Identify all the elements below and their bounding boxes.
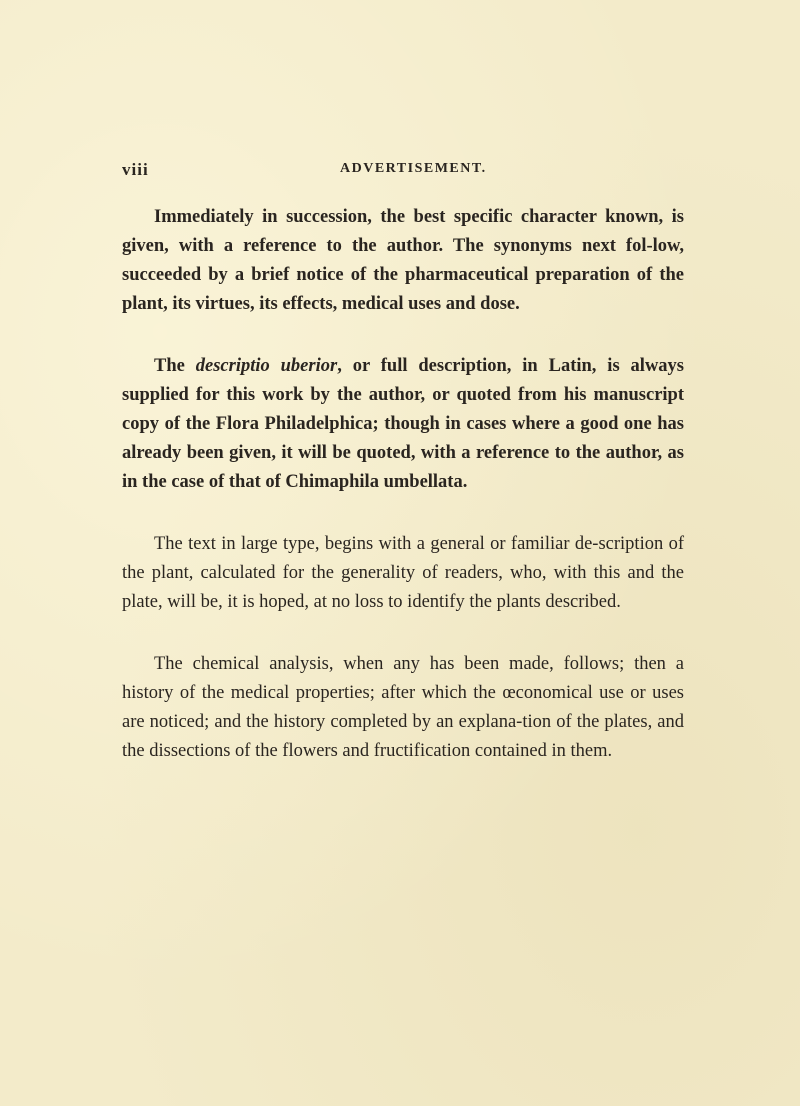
paragraph-chemical-analysis: The chemical analysis, when any has been made, follows; then a history of the medical properties; after which the œconomical use or uses are noticed; and the history completed by an explana-tion of the plates, and the dissections of the flowers and fructification contained in them. [122,654,684,761]
paragraph-specific-character: Immediately in succession, the best specific character known, is given, with a reference to the author. The synonyms next fol-low, succeeded by a brief notice of the pharmaceutical preparation of the plant, its virtues, its effects, medical uses and dose. [122,207,684,314]
page-number: viii [122,160,149,179]
paragraph-descriptio-uberior [122,352,684,497]
paragraph-text-after: , or full description, in Latin, is always supplied for this work by the author, or quoted from his manuscript copy of the Flora Philadelphica; though in cases where a good one has already been given, it will be quoted, with a reference to the author, as in the case of that of Chimaphila umbellata. [122,356,684,492]
running-head: ADVERTISEMENT. [340,161,487,176]
page-header [122,160,682,186]
paragraph-large-type: The text in large type, begins with a general or familiar de-scription of the plant, calculated for the generality of readers, who, with this and the plate, will be, it is hoped, at no loss to identify the plants described. [122,534,684,612]
italic-term: descriptio uberior [195,356,338,376]
paragraph-text-before: The [154,356,196,376]
body-text [122,203,684,799]
